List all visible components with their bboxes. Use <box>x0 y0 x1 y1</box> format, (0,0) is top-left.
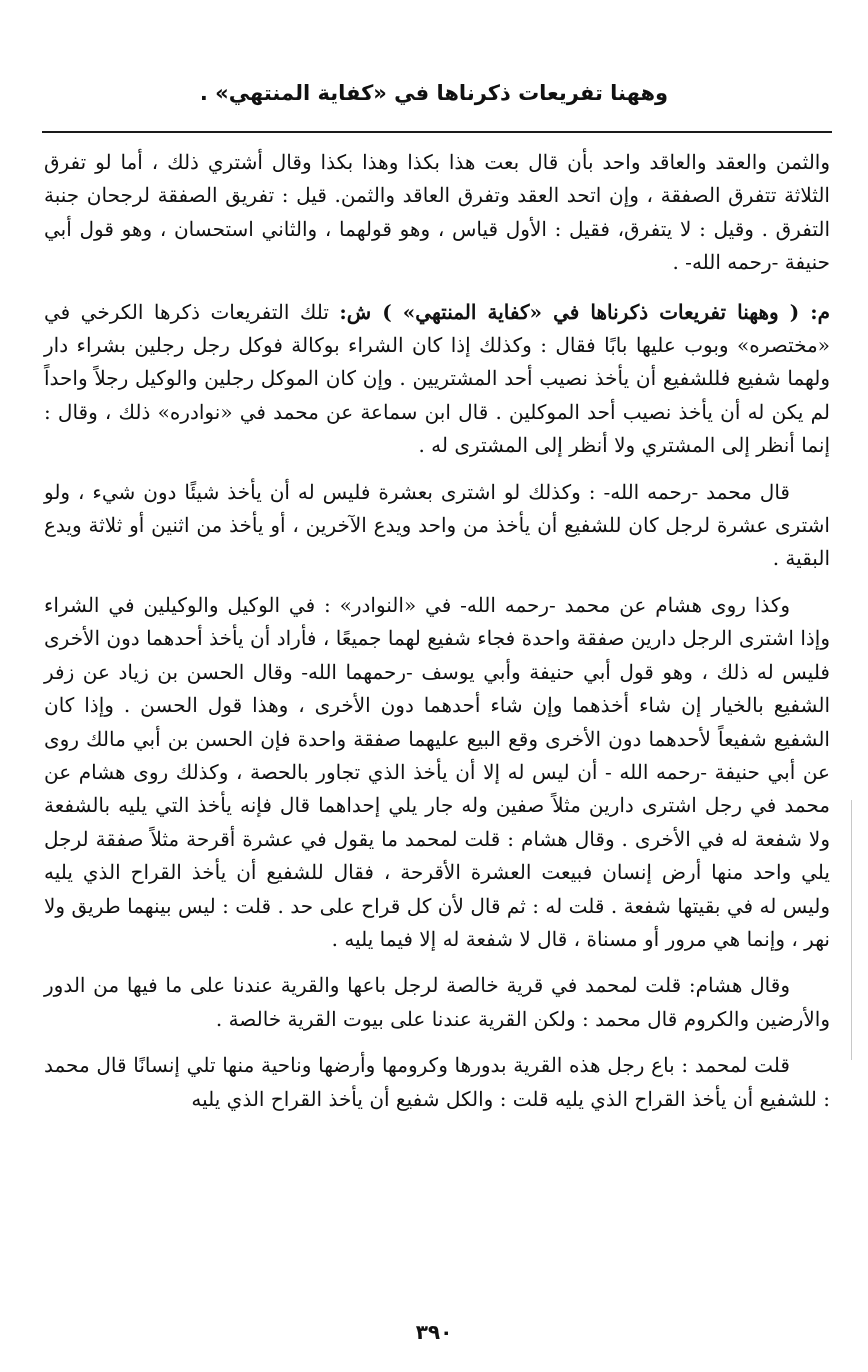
paragraph-text: قلت لمحمد : باع رجل هذه القرية بدورها وكرومها وأرضها وناحية منها تلي إنسانًا قال محمد : للشفيع أن يأخذ القراح الذي يليه قلت : والكل شفيع أن يأخذ القراح الذي يليه <box>44 1053 830 1111</box>
paragraph-text: وكذا روى هشام عن محمد -رحمه الله- في «النوادر» : في الوكيل والوكيلين في الشراء وإذا اشترى الرجل دارين صفقة واحدة فجاء شفيع لهما جميعًا ، فأراد أن يأخذ أحدهما دون الأخرى فليس له ذلك ، وهو قول أبي حنيفة وأبي يوسف -رحمهما الله- وقال الحسن بن زياد عن زفر الشفيع بالخيار إن شاء أخذهما وإن شاء أحدهما دون الأخرى ، وهذا قول الحسن . وإذا كان الشفيع شفيعاً لأحدهما دون الأخرى وقع البيع عليهما صفقة واحدة فإن الحسن بن أبي مالك روى عن أبي حنيفة -رحمه الله - أن ليس له إلا أن يأخذ الذي تجاور بالحصة ، وكذلك روى هشام عن محمد في رجل اشترى دارين مثلاً صفين وله جار يلي إحداهما قال فإنه يأخذ التي يليه بالشفعة ولا شفعة له في الأخرى . وقال هشام : قلت لمحمد ما يقول في عشرة أقرحة مثلاً صفقة لرجل يلي واحد منها أرض إنسان فبيعت العشرة الأقرحة ، فقال للشفيع أن يأخذ القراح الذي يليه وليس له في بقيتها شفعة . قلت له : ثم قال لأن كل قراح على حد . قلت : ليس بينهما طريق ولا نهر ، وإنما هي مرور أو مسناة ، قال لا شفعة له إلا فيما يليه . <box>44 592 831 951</box>
page-number: ٣٩٠ <box>415 1320 453 1344</box>
paragraph-text: والثمن والعقد والعاقد واحد بأن قال بعت هذا بكذا وهذا بكذا وقال أشتري ذلك ، أما لو تفرق الثلاثة تتفرق الصفقة ، وإن اتحد العقد وتفرق العاقد والثمن. قيل : تفريق الصفقة لرجحان جنبة التفرق . وقيل : لا يتفرق، فقيل : الأول قياس ، وهو قولهما ، والثاني استحسان ، وهو قول أبي حنيفة -رحمه الله- . <box>44 150 831 275</box>
paragraph-3 <box>44 476 830 576</box>
paragraph-4 <box>44 589 830 956</box>
paragraph-1 <box>44 146 830 280</box>
paragraph-6 <box>44 1049 830 1116</box>
paragraph-5 <box>44 969 830 1036</box>
body-text <box>44 146 830 1129</box>
header-rule <box>42 131 832 133</box>
scan-margin-line <box>851 800 852 1060</box>
paragraph-lead: م: ( وههنا تفريعات ذكرناها في «كفاية المنتهي» ) ش: <box>339 299 831 324</box>
paragraph-text: تلك التفريعات ذكرها الكرخي في «مختصره» وبوب عليها بابًا فقال : وكذلك إذا كان الشراء بوكالة فوكل رجل رجلين بشراء دار ولهما شفيع فللشفيع أن يأخذ نصيب أحد المشتريين . وإن كان الموكل رجلين والوكيل رجلاً واحداً لم يكن له أن يأخذ نصيب أحد الموكلين . قال ابن سماعة عن محمد في «نوادره» ذلك ، وقال : إنما أنظر إلى المشتري ولا أنظر إلى المشترى له . <box>44 299 831 458</box>
paragraph-2 <box>44 296 830 463</box>
paragraph-text: قال محمد -رحمه الله- : وكذلك لو اشترى بعشرة فليس له أن يأخذ شيئًا دون شيء ، ولو اشترى عشرة لرجل كان للشفيع أن يأخذ من واحد ويدع الآخرين ، أو يأخذ من اثنين أو ثلاثة ويدع البقية . <box>44 479 830 571</box>
page-header: وههنا تفريعات ذكرناها في «كفاية المنتهي» . <box>199 81 669 105</box>
paragraph-text: وقال هشام: قلت لمحمد في قرية خالصة لرجل باعها والقرية عندنا على ما فيها من الدور والأرضين والكروم قال محمد : ولكن القرية عندنا على بيوت القرية خالصة . <box>44 973 830 1031</box>
